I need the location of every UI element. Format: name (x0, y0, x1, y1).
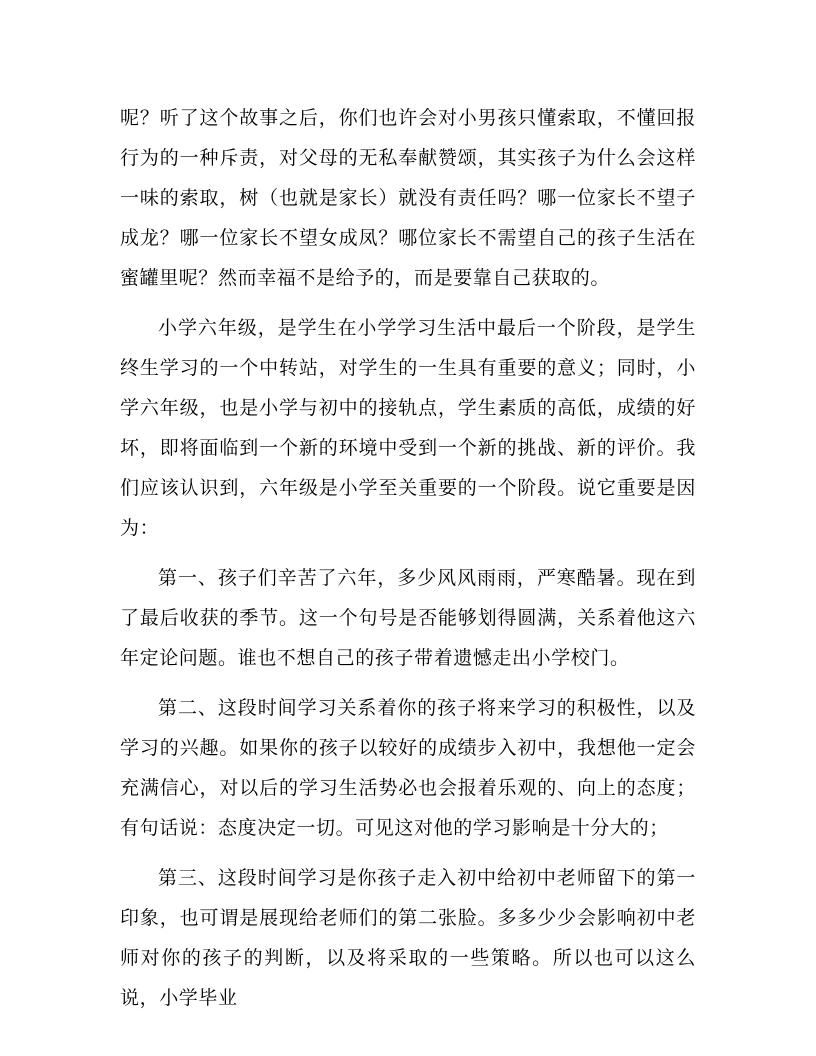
paragraph-spacer (120, 548, 696, 558)
paragraph-1: 呢？听了这个故事之后，你们也许会对小男孩只懂索取，不懂回报行为的一种斥责，对父母的无私奉献赞颂，其实孩子为什么会这样一味的索取，树（也就是家长）就没有责任吗？哪一位家长不望子成龙？哪一位家长不望女成凤？哪位家长不需望自己的孩子生活在蜜罐里呢？然而幸福不是给予的，而是要靠自己获取的。 (120, 107, 696, 289)
paragraph-3: 第一、孩子们辛苦了六年，多少风风雨雨，严寒酷暑。现在到了最后收获的季节。这一个句号是否能够划得圆满，关系着他这六年定论问题。谁也不想自己的孩子带着遗憾走出小学校门。 (120, 567, 696, 669)
paragraph-2: 小学六年级，是学生在小学学习生活中最后一个阶段，是学生终生学习的一个中转站，对学生的一生具有重要的意义；同时，小学六年级，也是小学与初中的接轨点，学生素质的高低，成绩的好坏，即将面临到一个新的环境中受到一个新的挑战、新的评价。我们应该认识到，六年级是小学至关重要的一个阶段。说它重要是因为： (120, 317, 696, 539)
document-body (120, 98, 696, 1018)
paragraph-spacer (120, 848, 696, 858)
paragraph-spacer (120, 678, 696, 688)
paragraph-spacer (120, 298, 696, 308)
paragraph-4: 第二、这段时间学习关系着你的孩子将来学习的积极性，以及学习的兴趣。如果你的孩子以较好的成绩步入初中，我想他一定会充满信心，对以后的学习生活势必也会报着乐观的、向上的态度；有句话说：态度决定一切。可见这对他的学习影响是十分大的； (120, 697, 696, 839)
paragraph-5: 第三、这段时间学习是你孩子走入初中给初中老师留下的第一印象，也可谓是展现给老师们的第二张脸。多多少少会影响初中老师对你的孩子的判断，以及将采取的一些策略。所以也可以这么说，小学毕业 (120, 867, 696, 1009)
